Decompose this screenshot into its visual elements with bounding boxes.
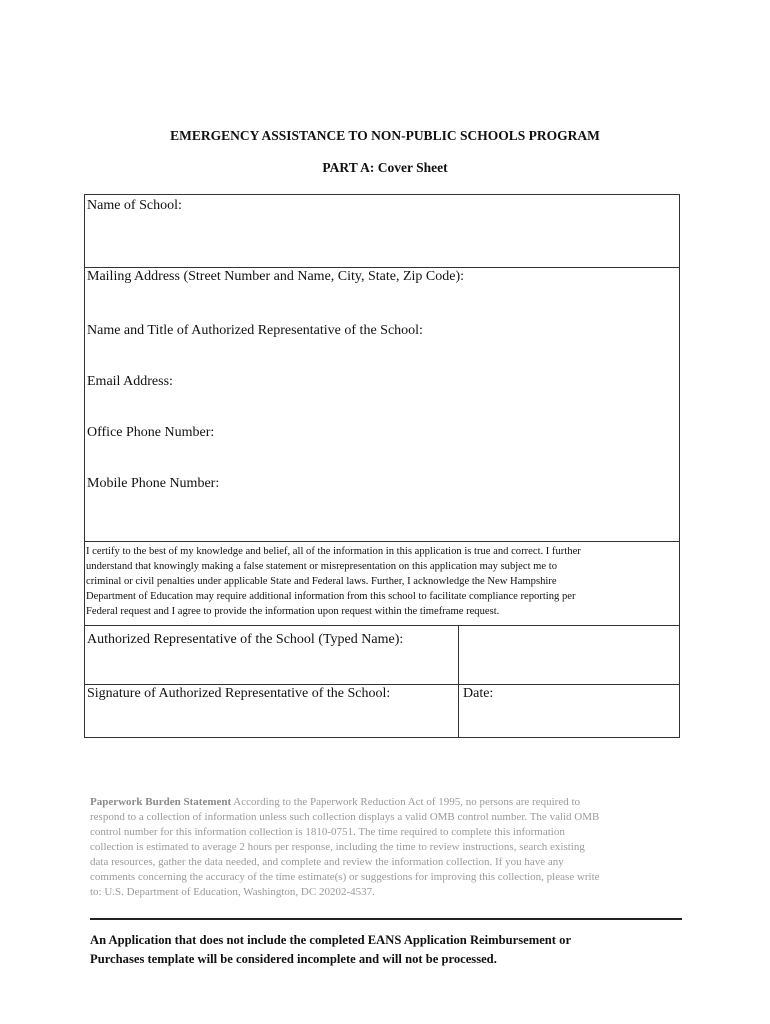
mobile-phone-field[interactable]: Mobile Phone Number: (87, 476, 220, 491)
notice-line: An Application that does not include the completed EANS Application Reimbursement or (90, 933, 572, 947)
certification-line: Federal request and I agree to provide the information upon request within the timeframe request. (86, 606, 500, 617)
school-name-field[interactable]: Name of School: (87, 198, 182, 213)
divider (85, 267, 679, 268)
burden-line: control number for this information collection is 1810-0751. The time required to complete this information (90, 826, 565, 838)
certification-line: Department of Education may require additional information from this school to facilitate compliance reporting per (86, 591, 576, 602)
incomplete-application-notice (90, 931, 690, 969)
page-subtitle: PART A: Cover Sheet (322, 160, 448, 175)
email-field[interactable]: Email Address: (87, 374, 173, 389)
notice-line: Purchases template will be considered incomplete and will not be processed. (90, 952, 497, 966)
divider (85, 625, 679, 626)
signature-field[interactable]: Signature of Authorized Representative of the School: (87, 686, 391, 701)
burden-line: comments concerning the accuracy of the time estimate(s) or suggestions for improving this collection, please write (90, 871, 600, 883)
burden-line: respond to a collection of information unless such collection displays a valid OMB control number. The valid OMB (90, 811, 600, 823)
certification-statement (86, 544, 680, 619)
burden-line: data resources, gather the data needed, and complete and review the information collection. If you have any (90, 856, 564, 868)
page-title: EMERGENCY ASSISTANCE TO NON-PUBLIC SCHOOLS PROGRAM (170, 128, 600, 143)
burden-heading: Paperwork Burden Statement (90, 796, 232, 808)
representative-field[interactable]: Name and Title of Authorized Representative of the School: (87, 323, 423, 338)
divider (85, 541, 679, 542)
certification-line: understand that knowingly making a false statement or misrepresentation on this application may subject me to (86, 561, 558, 572)
paperwork-burden-statement (90, 795, 680, 900)
certification-line: criminal or civil penalties under applicable State and Federal laws. Further, I acknowledge the New Hampshire (86, 576, 557, 587)
date-field[interactable]: Date: (463, 686, 494, 701)
horizontal-rule (90, 918, 682, 920)
burden-line: According to the Paperwork Reduction Act of 1995, no persons are required to (231, 796, 581, 808)
divider (85, 684, 679, 685)
burden-line: to: U.S. Department of Education, Washington, DC 20202-4537. (90, 886, 375, 898)
mailing-address-field[interactable]: Mailing Address (Street Number and Name, City, State, Zip Code): (87, 269, 465, 284)
burden-line: collection is estimated to average 2 hours per response, including the time to review instructions, search existing (90, 841, 585, 853)
column-divider (458, 625, 459, 738)
certification-line: I certify to the best of my knowledge and belief, all of the information in this application is true and correct. I further (86, 546, 581, 557)
office-phone-field[interactable]: Office Phone Number: (87, 425, 215, 440)
typed-name-field[interactable]: Authorized Representative of the School (Typed Name): (87, 632, 404, 647)
cover-sheet-form (84, 194, 680, 738)
